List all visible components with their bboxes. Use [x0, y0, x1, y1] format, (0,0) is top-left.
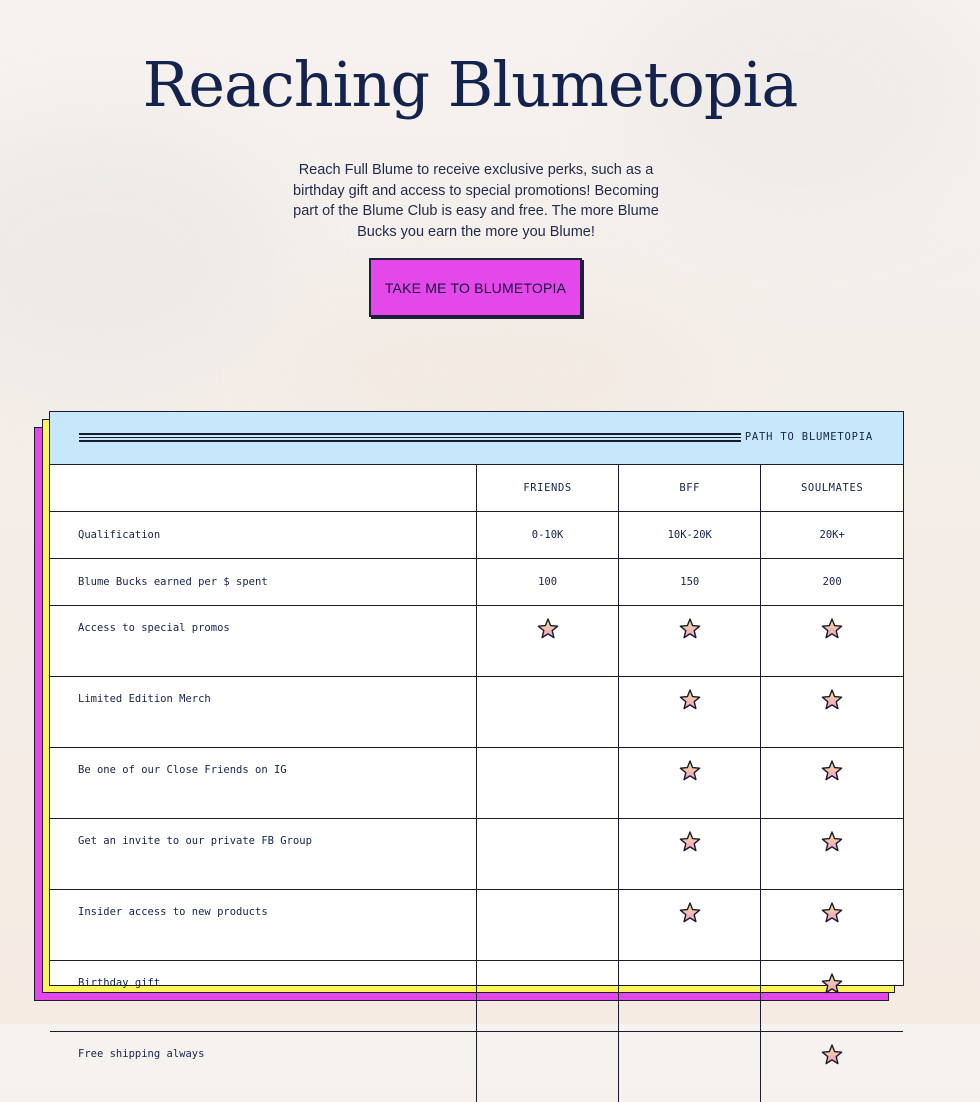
benefit-cell	[477, 748, 619, 819]
page-title: Reaching Blumetopia	[0, 48, 940, 121]
star-icon	[820, 688, 844, 712]
benefit-cell	[761, 677, 903, 748]
benefit-cell	[761, 1032, 903, 1102]
tier-value-cell: 0-10K	[477, 512, 619, 559]
table-row	[50, 512, 903, 559]
star-icon	[678, 688, 702, 712]
table-row	[50, 748, 903, 819]
star-icon	[820, 617, 844, 641]
star-icon	[678, 617, 702, 641]
benefit-cell	[477, 677, 619, 748]
benefit-cell	[477, 890, 619, 961]
star-icon	[678, 759, 702, 783]
star-icon	[820, 901, 844, 925]
benefit-cell	[619, 1032, 761, 1102]
row-label: Access to special promos	[50, 606, 477, 677]
table-row	[50, 890, 903, 961]
tier-value-cell: 10K-20K	[619, 512, 761, 559]
tier-header-bff: BFF	[619, 465, 761, 512]
row-label: Limited Edition Merch	[50, 677, 477, 748]
table-row	[50, 1032, 903, 1102]
row-label: Free shipping always	[50, 1032, 477, 1102]
benefit-cell	[619, 890, 761, 961]
tier-value-cell: 20K+	[761, 512, 903, 559]
tier-comparison-table	[50, 465, 903, 1102]
row-label: Insider access to new products	[50, 890, 477, 961]
table-header-blank-cell	[50, 465, 477, 512]
benefit-cell	[761, 748, 903, 819]
benefit-cell	[761, 961, 903, 1032]
take-me-to-blumetopia-button[interactable]: TAKE ME TO BLUMETOPIA	[369, 258, 582, 317]
benefit-cell	[619, 677, 761, 748]
benefit-cell	[619, 819, 761, 890]
table-row	[50, 559, 903, 606]
benefit-cell	[477, 819, 619, 890]
row-label: Get an invite to our private FB Group	[50, 819, 477, 890]
table-row	[50, 606, 903, 677]
star-icon	[820, 830, 844, 854]
tier-value-cell: 100	[477, 559, 619, 606]
benefit-cell	[619, 606, 761, 677]
header-stripes	[79, 433, 741, 443]
table-header-row	[50, 465, 903, 512]
benefit-cell	[477, 1032, 619, 1102]
path-to-blumetopia-label: PATH TO BLUMETOPIA	[745, 431, 873, 443]
tier-value-cell: 200	[761, 559, 903, 606]
card-header	[50, 412, 903, 465]
star-icon	[820, 1043, 844, 1067]
benefit-cell	[619, 961, 761, 1032]
tier-header-soulmates: SOULMATES	[761, 465, 903, 512]
table-row	[50, 677, 903, 748]
benefit-cell	[761, 819, 903, 890]
row-label: Birthday gift	[50, 961, 477, 1032]
tier-comparison-card	[49, 411, 904, 986]
table-row	[50, 961, 903, 1032]
benefit-cell	[477, 961, 619, 1032]
tier-header-friends: FRIENDS	[477, 465, 619, 512]
row-label: Qualification	[50, 512, 477, 559]
star-icon	[678, 901, 702, 925]
benefit-cell	[761, 606, 903, 677]
star-icon	[536, 617, 560, 641]
intro-paragraph: Reach Full Blume to receive exclusive perks, such as a birthday gift and access to special promotions! Becoming part of the Blume Club is easy and free. The more Blume Bucks you earn the more you Blume!	[292, 160, 660, 242]
tier-value-cell: 150	[619, 559, 761, 606]
row-label: Be one of our Close Friends on IG	[50, 748, 477, 819]
background-blob	[0, 120, 280, 380]
star-icon	[820, 759, 844, 783]
star-icon	[820, 972, 844, 996]
row-label: Blume Bucks earned per $ spent	[50, 559, 477, 606]
benefit-cell	[477, 606, 619, 677]
benefit-cell	[761, 890, 903, 961]
table-row	[50, 819, 903, 890]
star-icon	[678, 830, 702, 854]
benefit-cell	[619, 748, 761, 819]
